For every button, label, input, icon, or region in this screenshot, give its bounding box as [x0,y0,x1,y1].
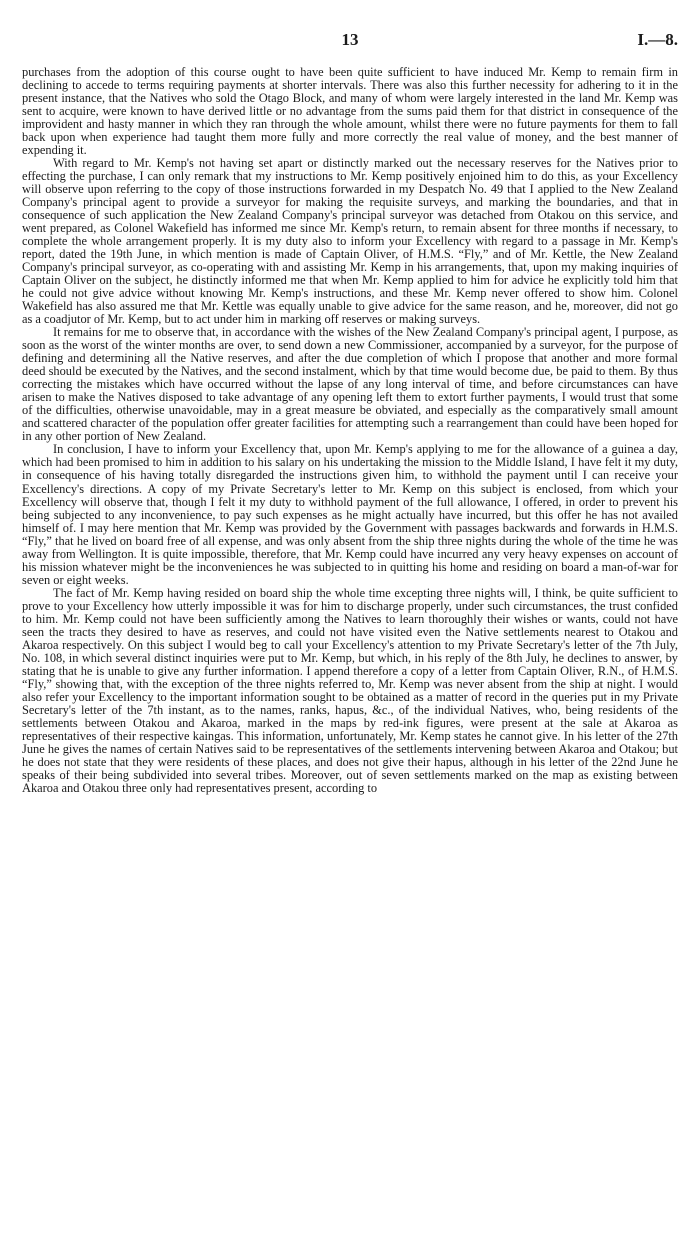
page-header [22,30,678,52]
page-number: 13 [341,30,359,49]
paragraph: It remains for me to observe that, in accordance with the wishes of the New Zealand Company's principal agent, I purpose, as soon as the worst of the winter months are over, to send down a new Commissioner, accompanied by a surveyor, for the purpose of defining and determining all the Native reserves, and after the due completion of which I propose that another and more formal deed should be executed by the Natives, and the second instalment, which by that time would become due, be paid to them. By thus correcting the mistakes which have occurred without the lapse of any long interval of time, and before circumstances can have arisen to make the Natives disposed to take advantage of any opening left them to extort further payments, I would trust that some of the difficulties, otherwise unavoidable, may in a great measure be obviated, and especially as the comparatively small amount and scattered character of the population offer greater facilities for attempting such a rearrangement than could have been hoped for in any other portion of New Zealand. [22,325,678,444]
paragraph: With regard to Mr. Kemp's not having set apart or distinctly marked out the necessary reserves for the Natives prior to effecting the purchase, I can only remark that my instructions to Mr. Kemp positively enjoined him to do this, as your Excellency will observe upon referring to the copy of those instructions forwarded in my Despatch No. 49 that I applied to the New Zealand Company's principal agent to provide a surveyor for making the requisite surveys, and marking the boundaries, and that in consequence of such application the New Zealand Company's principal surveyor was detached from Otakou on this service, and went prepared, as Colonel Wakefield has informed me since Mr. Kemp's return, to remain absent for three months if necessary, to complete the whole arrangement properly. It is my duty also to inform your Excellency with regard to a passage in Mr. Kemp's report, dated the 19th June, in which mention is made of Captain Oliver, of H.M.S. “Fly,” and of Mr. Kettle, the New Zealand Company's principal surveyor, as co-operating with and assisting Mr. Kemp in his arrangements, that, upon my making inquiries of Captain Oliver on the subject, he distinctly informed me that when Mr. Kemp applied to him for advice he explicitly told him that he could not give advice without knowing Mr. Kemp's instructions, and these Mr. Kemp never offered to show him. Colonel Wakefield has also assured me that Mr. Kettle was equally unable to give advice for the same reason, and he, moreover, did not go as a coadjutor of Mr. Kemp, but to act under him in marking off reserves or making surveys. [22,156,678,327]
paragraph: purchases from the adoption of this course ought to have been quite sufficient to have induced Mr. Kemp to remain firm in declining to accede to terms requiring payments at shorter intervals. There was also this further necessity for adhering to it in the present instance, that the Natives who sold the Otago Block, and many of whom were largely interested in the land Mr. Kemp was sent to acquire, were known to have derived little or no advantage from the sums paid them for that district in consequence of the improvident and hasty manner in which they ran through the whole amount, whilst there were no future payments for them to fall back upon when experience had taught them more fully and more correctly the real value of money, and the best manner of expending it. [22,65,678,158]
paragraph: In conclusion, I have to inform your Excellency that, upon Mr. Kemp's applying to me for the allowance of a guinea a day, which had been promised to him in addition to his salary on his undertaking the mission to the Middle Island, I have felt it my duty, in consequence of his having totally disregarded the instructions given him, to withhold the payment until I can receive your Excellency's directions. A copy of my Private Secretary's letter to Mr. Kemp on this subject is enclosed, from which your Excellency will observe that, though I felt it my duty to withhold payment of the full allowance, I offered, in order to prevent his being subjected to any inconvenience, to pay such expenses as he might actually have incurred, but this offer he has not availed himself of. I may here mention that Mr. Kemp was provided by the Government with passages backwards and forwards in H.M.S. “Fly,” that he lived on board free of all expense, and was only absent from the ship three nights during the whole of the time he was away from Wellington. It is quite impossible, therefore, that Mr. Kemp could have incurred any very heavy expenses on account of his mission whatever might be the inconveniences he was subjected to in quitting his home and residing on board a man-of-war for seven or eight weeks. [22,442,678,587]
paragraph: The fact of Mr. Kemp having resided on board ship the whole time excepting three nights will, I think, be quite sufficient to prove to your Excellency how utterly impossible it was for him to discharge properly, under such circumstances, the trust confided to him. Mr. Kemp could not have been sufficiently among the Natives to learn thoroughly their wishes or wants, could not have seen the tracts they desired to have as reserves, and could not have visited even the Native settlements nearest to Otakou and Akaroa respectively. On this subject I would beg to call your Excellency's attention to my Private Secretary's letter of the 7th July, No. 108, in which several distinct inquiries were put to Mr. Kemp, but which, in his reply of the 8th July, he declines to answer, by stating that he is unable to give any further information. I append therefore a copy of a letter from Captain Oliver, R.N., of H.M.S. “Fly,” showing that, with the exception of the three nights referred to, Mr. Kemp was never absent from the ship at night. I would also refer your Excellency to the important information sought to be obtained as a matter of record in the queries put in my Private Secretary's letter of the 7th instant, as to the names, ranks, hapus, &c., of the individual Natives, who, being residents of the settlements between Otakou and Akaroa, marked in the maps by red-ink figures, were present at the sale at Akaroa as representatives of their respective kaingas. This information, unfortunately, Mr. Kemp states he cannot give. In his letter of the 27th June he gives the names of certain Natives said to be representatives of the settlements intervening between Akaroa and Otakou; but he does not state that they were residents of these places, and does not give their hapus, although in his letter of the 22nd June he speaks of their being subdivided into several tribes. Moreover, out of seven settlements marked on the map as existing between Akaroa and Otakou three only had representatives present, according to [22,585,678,795]
document-reference: I.—8. [637,30,678,49]
body-text [22,66,678,795]
